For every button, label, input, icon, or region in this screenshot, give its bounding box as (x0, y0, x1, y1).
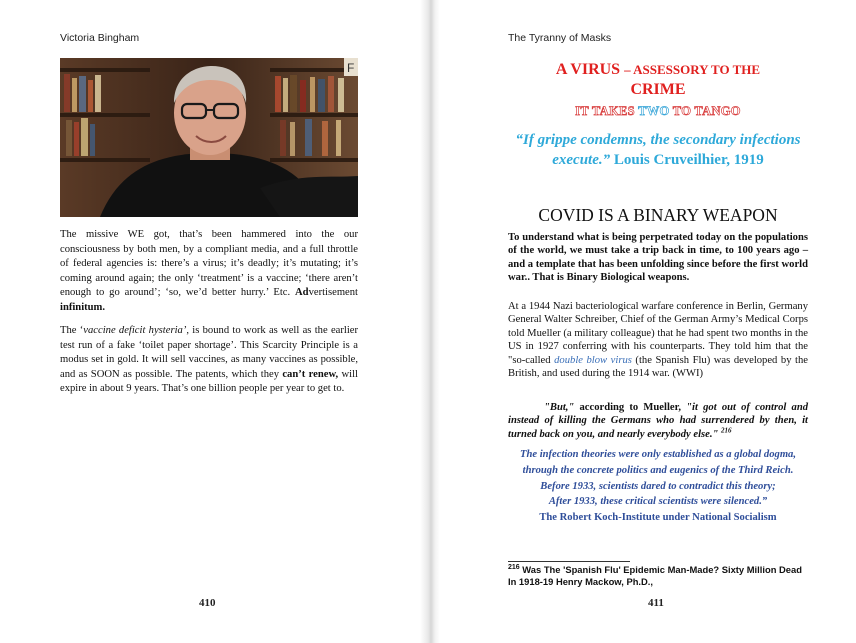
mueller-quote (508, 401, 808, 441)
footnote-ref: 216 (721, 426, 732, 435)
footnote-number: 216 (508, 563, 520, 571)
shelf-letter: F (347, 61, 355, 75)
p2-tail: will expire in about 9 years. That’s one billion people per year to get to. (60, 368, 358, 395)
title-part2: – ASSESSORY TO THE (624, 62, 761, 77)
mueller-quote-mid: according to Mueller, (574, 402, 687, 413)
title-part3: CRIME (630, 81, 686, 98)
epigraph-text: “If grippe condemns, the secondary infections execute.” (515, 132, 801, 168)
p2-open: The ‘ (60, 325, 84, 336)
chapter-title (508, 60, 808, 100)
footnote (508, 564, 808, 588)
blue-line: After 1933, these critical scientists were silenced.” (548, 496, 768, 508)
chapter-subtitle (508, 104, 808, 119)
epigraph-attribution: Louis Cruveilhier, 1919 (610, 152, 764, 168)
left-running-head: Victoria Bingham (60, 32, 140, 44)
subtitle-highlight: TWO (638, 104, 670, 118)
epigraph-quote (508, 130, 808, 170)
footnote-text: Was The 'Spanish Flu' Epidemic Man-Made? Sixty Million Dead In 1918-19 Henry Mackow, Ph.D., (508, 564, 802, 587)
body-paragraph-text: At a 1944 Nazi bacteriological warfare conference in Berlin, Germany General Walter Schreiber, Chief of the German Army’s Medical Corps told Mueller (a military colleague) that he had spent two months in the US in 1927 conferring with his counterparts. They told him that the "so-called (508, 301, 808, 366)
blue-line: Before 1933, scientists dared to contradict this theory; (540, 480, 776, 492)
right-page-number: 411 (648, 597, 664, 609)
body-paragraph (508, 300, 808, 380)
blue-line: The infection theories were only established as a global dogma, (519, 449, 797, 460)
subtitle-before: IT TAKES (575, 104, 639, 118)
body-paragraph-tail: (the Spanish Flu) was developed by the British, and used during the 1914 war. (WWI) (508, 354, 809, 380)
ad-prefix: Ad (295, 287, 309, 299)
left-paragraph-1 (60, 228, 358, 316)
blue-quote-block (508, 447, 808, 526)
mueller-quote-lead: "But," (544, 402, 575, 413)
photo-man-with-glasses (60, 58, 358, 217)
double-blow-virus-text: double blow virus (554, 354, 632, 366)
ad-text: vertisement (308, 287, 358, 299)
intro-bold-paragraph: To understand what is being perpetrated today on the populations of the world, we must take a trip back in time, to 100 years ago – and a template that has been unfolding since before the first world war.. That is Binary Biological weapons. (508, 232, 808, 284)
footnote-rule (508, 561, 630, 562)
section-heading: COVID IS A BINARY WEAPON (538, 205, 778, 225)
blue-line: through the concrete politics and eugenics of the Third Reich. (522, 464, 794, 476)
left-paragraph-2 (60, 324, 358, 397)
left-page-number: 410 (199, 597, 216, 609)
title-part1: A VIRUS (555, 61, 625, 78)
left-paragraph-1-text: The missive WE got, that’s been hammered into the our consciousness by both men, by a compliant media, and a full throttle of federal agencies is: there’s a virus; it’s deadly; it’s mutating; it’s coming around again; the only ‘treatment’ is a vaccine; ‘there aren’t enough to go around’; ‘so, we’d better hurry.’ Etc. (60, 229, 358, 299)
p2-text: , is bound to work as well as the earlier test run of a fake ‘toilet paper shortage’. This Scarcity Principle is a modus set in gold. It will sell vaccines, as many vaccines as possible, and as SOON as possible. The patents, which they (60, 325, 358, 380)
p2-italic: vaccine deficit hysteria’ (83, 325, 187, 336)
ad-bold: infinitum. (60, 301, 106, 313)
mueller-quote-text: "it got out of control and instead of killing the Germans who had surrendered by then, it turned back on you, and nearly everybody else." (508, 402, 809, 440)
subtitle-after: TO TANGO (669, 104, 741, 118)
right-running-head: The Tyranny of Masks (508, 32, 612, 44)
p2-bold: can’t renew, (282, 368, 339, 380)
book-gutter (420, 0, 440, 643)
blue-block-source: The Robert Koch-Institute under National Socialism (539, 512, 777, 524)
